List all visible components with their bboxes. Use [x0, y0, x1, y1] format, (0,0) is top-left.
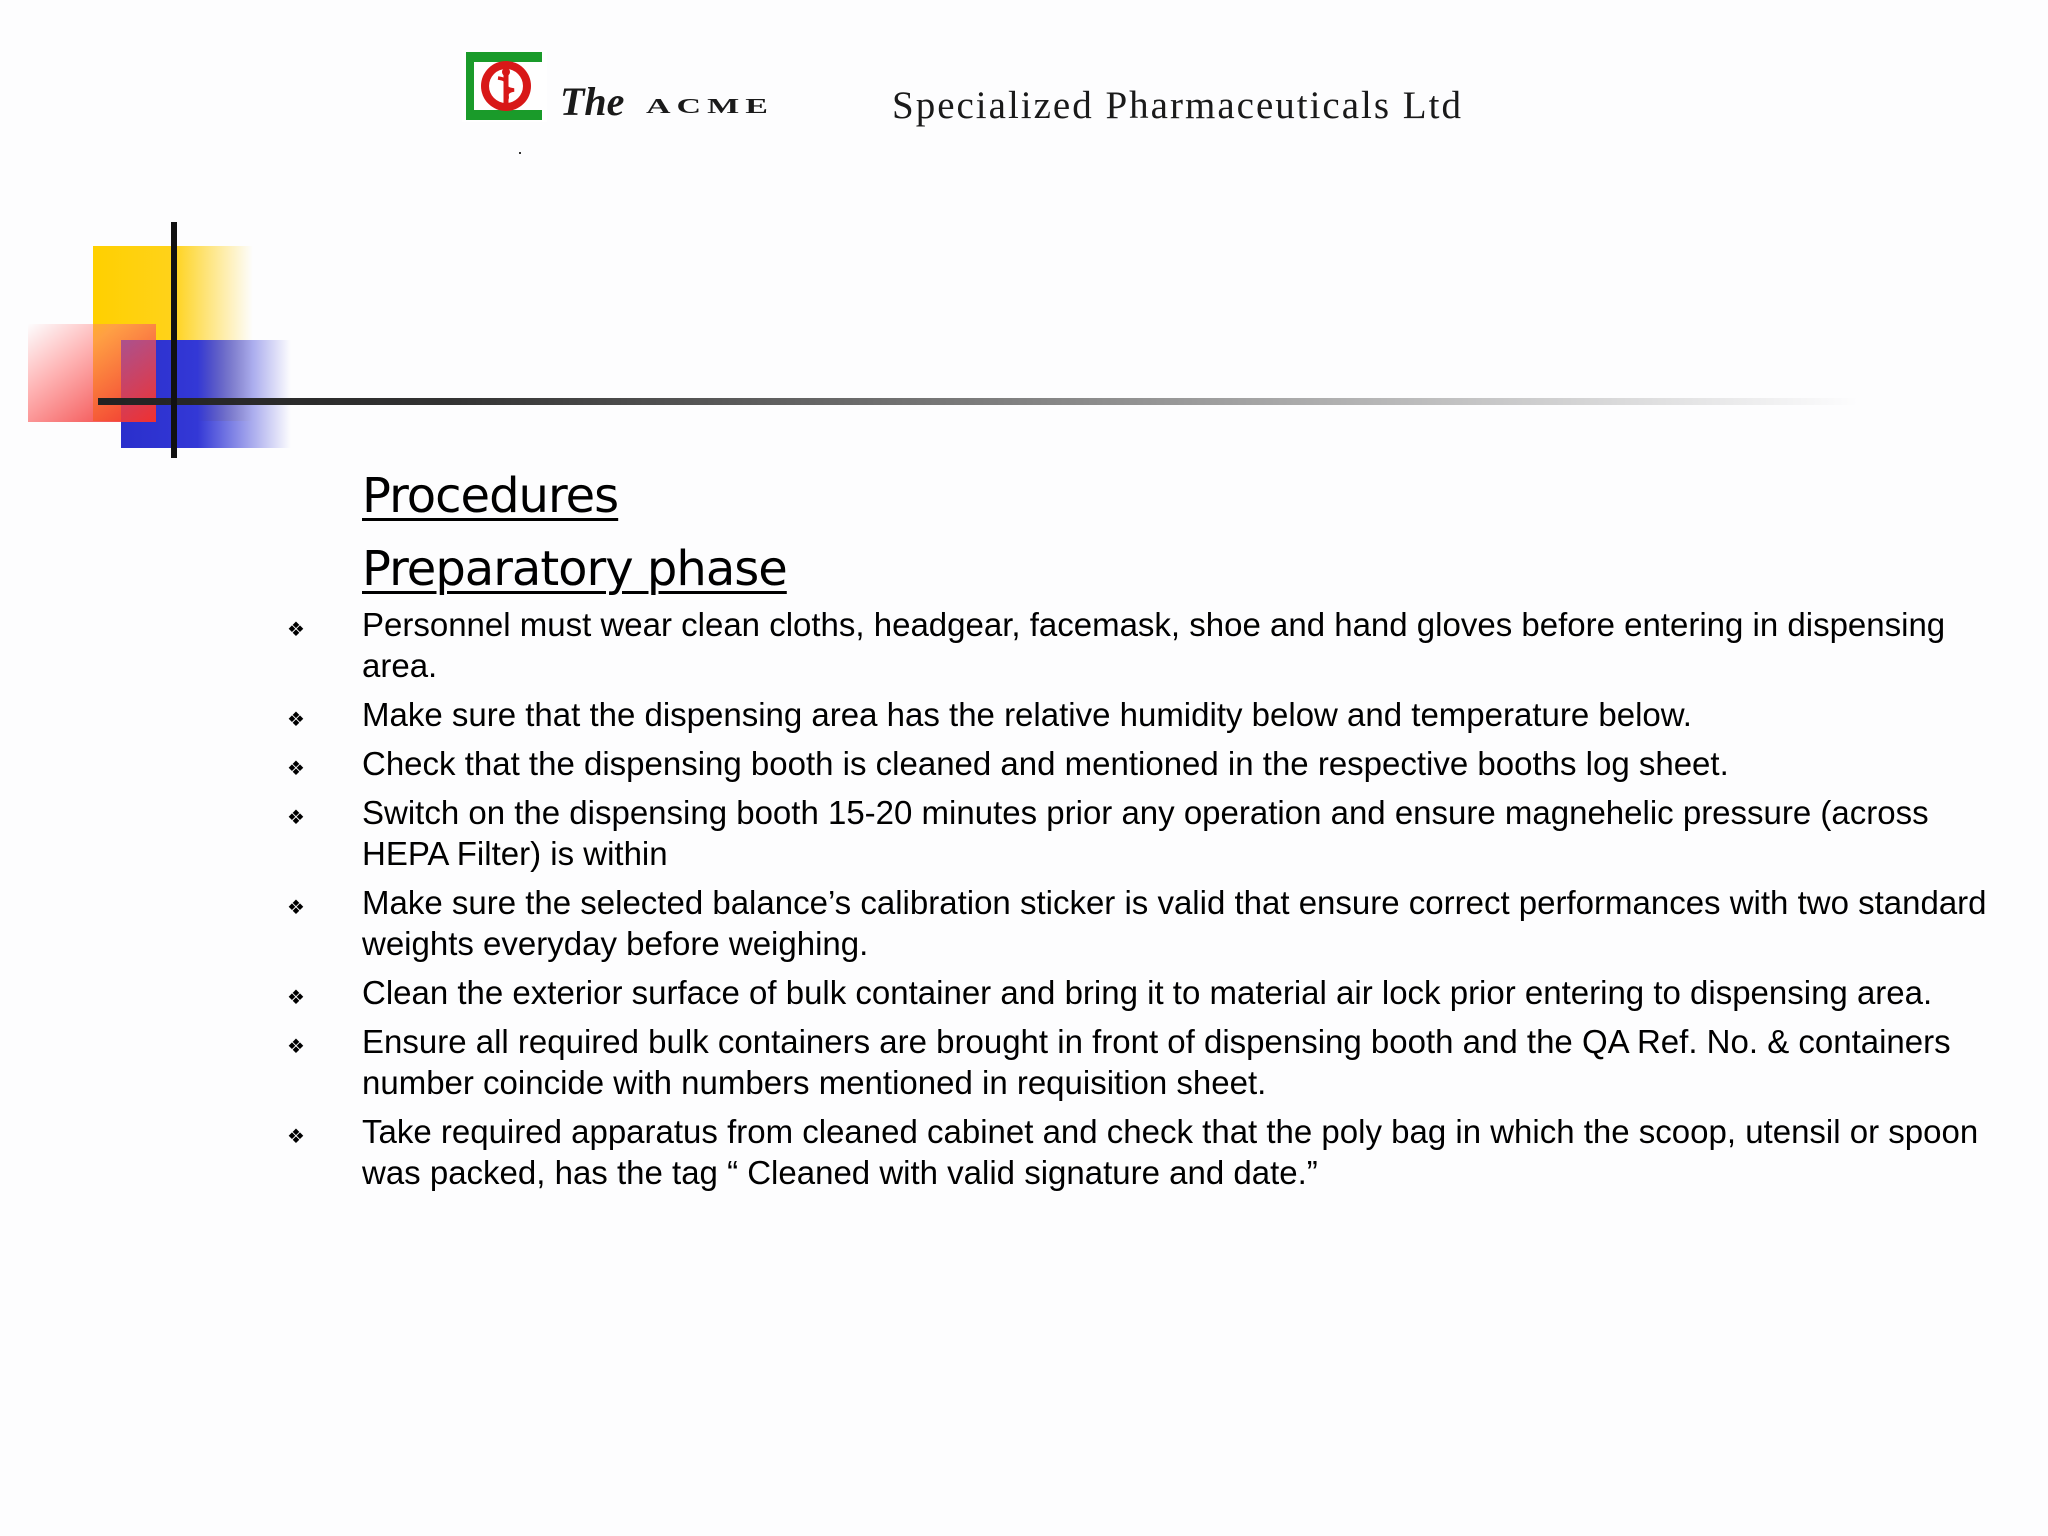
company-logo-header — [462, 50, 1712, 160]
brand-the-text: The — [560, 79, 625, 124]
list-item-text: Make sure that the dispensing area has the relative humidity below and temperature below. — [362, 696, 1692, 733]
preparatory-phase-heading: Preparatory phase — [362, 541, 787, 597]
blue-square — [121, 340, 291, 448]
vertical-divider-line — [171, 222, 177, 458]
list-item-text: Take required apparatus from cleaned cabinet and check that the poly bag in which the scoop, utensil or spoon was packed, has the tag “ Cleaned with valid signature and date.” — [362, 1113, 1979, 1191]
diamond-bullet-icon: ❖ — [287, 619, 305, 641]
diamond-bullet-icon: ❖ — [287, 987, 305, 1009]
procedures-heading: Procedures — [362, 468, 619, 524]
red-square — [28, 324, 156, 422]
diamond-bullet-icon: ❖ — [287, 1036, 305, 1058]
list-item-text: Make sure the selected balance’s calibration sticker is valid that ensure correct performances with two standard weights everyday before weighing. — [362, 884, 1987, 962]
diamond-bullet-icon: ❖ — [287, 807, 305, 829]
diamond-bullet-icon: ❖ — [287, 709, 305, 731]
brand-acme-text: ACME — [646, 95, 774, 119]
diamond-bullet-icon: ❖ — [287, 1126, 305, 1148]
brand-company-name: Specialized Pharmaceuticals Ltd — [892, 84, 1463, 127]
list-item-text: Clean the exterior surface of bulk container and bring it to material air lock prior entering to dispensing area. — [362, 974, 1933, 1011]
pharmacy-emblem-icon — [462, 50, 547, 122]
list-item-text: Personnel must wear clean cloths, headgear, facemask, shoe and hand gloves before entering in dispensing area. — [362, 606, 1946, 684]
list-item-text: Ensure all required bulk containers are brought in front of dispensing booth and the QA Ref. No. & containers number coincide with numbers mentioned in requisition sheet. — [362, 1023, 1951, 1101]
list-item-text: Switch on the dispensing booth 15-20 minutes prior any operation and ensure magnehelic pressure (across HEPA Filter) is within — [362, 794, 1929, 872]
horizontal-divider-line — [98, 398, 1858, 405]
list-item-text: Check that the dispensing booth is cleaned and mentioned in the respective booths log sheet. — [362, 745, 1729, 782]
diamond-bullet-icon: ❖ — [287, 758, 305, 780]
logo-dot — [519, 152, 521, 154]
diamond-bullet-icon: ❖ — [287, 897, 305, 919]
yellow-square — [93, 246, 253, 421]
